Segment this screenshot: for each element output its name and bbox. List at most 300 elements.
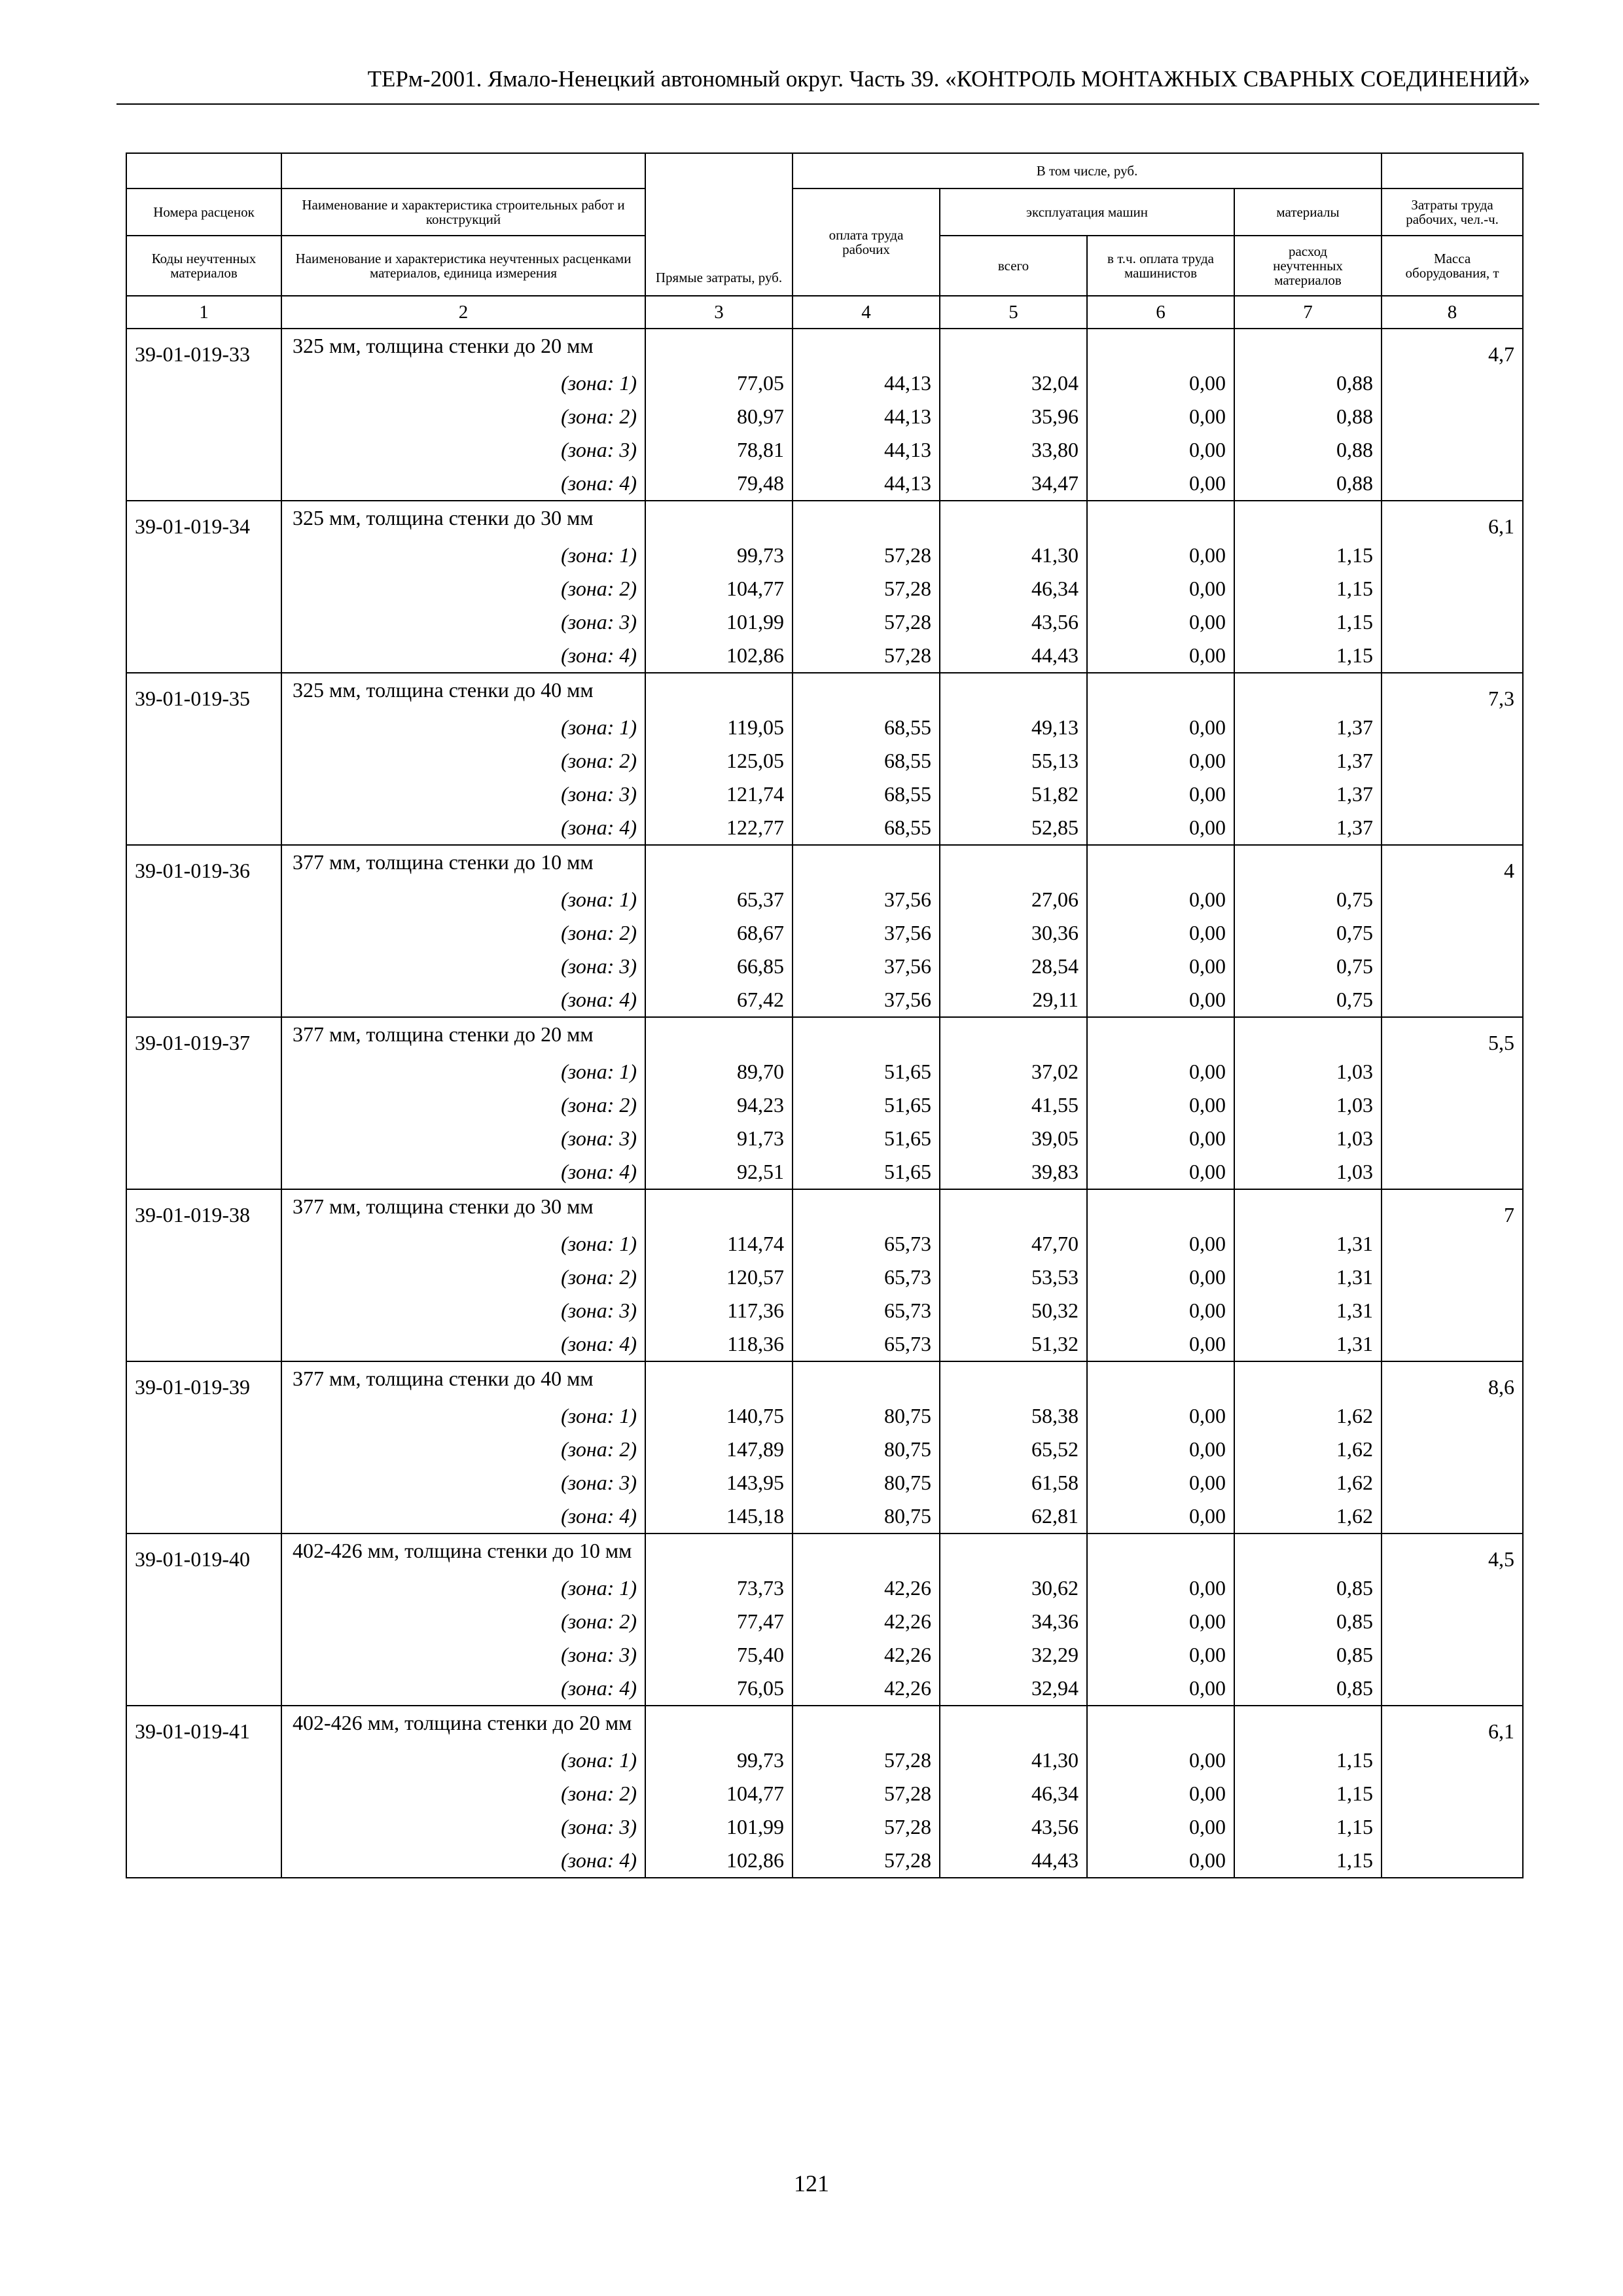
zone-value: 57,28 <box>793 605 940 639</box>
empty-cell <box>126 639 281 673</box>
empty-cell <box>126 1122 281 1155</box>
zone-row <box>126 1433 1523 1466</box>
empty-cell <box>1382 1466 1523 1499</box>
zone-value: 101,99 <box>645 1810 793 1844</box>
rate-title-row <box>126 845 1523 883</box>
zone-value: 34,47 <box>940 467 1087 501</box>
zone-label: (зона: 2) <box>281 572 645 605</box>
zone-value: 51,65 <box>793 1088 940 1122</box>
zone-value: 125,05 <box>645 744 793 778</box>
zone-value: 0,00 <box>1087 1122 1234 1155</box>
header-material-consumption: расход неучтенных материалов <box>1234 236 1382 296</box>
zone-value: 39,83 <box>940 1155 1087 1189</box>
zone-value: 0,00 <box>1087 539 1234 572</box>
empty-cell <box>1382 916 1523 950</box>
zone-label: (зона: 2) <box>281 1433 645 1466</box>
zone-label: (зона: 1) <box>281 1227 645 1261</box>
empty-cell <box>645 1189 793 1227</box>
rate-mass: 8,6 <box>1382 1361 1523 1399</box>
rates-table <box>126 152 1524 1878</box>
empty-cell <box>1234 329 1382 367</box>
empty-cell <box>126 1088 281 1122</box>
column-number: 8 <box>1382 296 1523 329</box>
header-equipment-mass: Масса оборудования, т <box>1382 236 1523 296</box>
zone-row <box>126 1499 1523 1534</box>
empty-cell <box>126 1744 281 1777</box>
column-number: 7 <box>1234 296 1382 329</box>
zone-value: 43,56 <box>940 1810 1087 1844</box>
empty-cell <box>645 1361 793 1399</box>
zone-row <box>126 1055 1523 1088</box>
zone-value: 44,43 <box>940 639 1087 673</box>
zone-value: 42,26 <box>793 1672 940 1706</box>
column-number: 4 <box>793 296 940 329</box>
rate-title: 402-426 мм, толщина стенки до 20 мм <box>281 1706 645 1744</box>
zone-value: 80,75 <box>793 1399 940 1433</box>
zone-value: 65,73 <box>793 1327 940 1361</box>
zone-row <box>126 1294 1523 1327</box>
header-spacer-1 <box>126 153 281 188</box>
zone-label: (зона: 1) <box>281 539 645 572</box>
zone-value: 0,75 <box>1234 950 1382 983</box>
zone-value: 1,03 <box>1234 1055 1382 1088</box>
empty-cell <box>126 778 281 811</box>
zone-value: 0,00 <box>1087 1399 1234 1433</box>
zone-value: 0,00 <box>1087 711 1234 744</box>
zone-value: 68,55 <box>793 811 940 845</box>
zone-label: (зона: 1) <box>281 1571 645 1605</box>
zone-value: 32,94 <box>940 1672 1087 1706</box>
zone-value: 1,37 <box>1234 711 1382 744</box>
zone-value: 65,73 <box>793 1227 940 1261</box>
empty-cell <box>1382 467 1523 501</box>
zone-row <box>126 1399 1523 1433</box>
zone-label: (зона: 3) <box>281 605 645 639</box>
zone-value: 80,75 <box>793 1466 940 1499</box>
zone-value: 65,52 <box>940 1433 1087 1466</box>
zone-value: 0,00 <box>1087 1499 1234 1534</box>
zone-value: 1,03 <box>1234 1155 1382 1189</box>
zone-label: (зона: 3) <box>281 1294 645 1327</box>
empty-cell <box>126 1227 281 1261</box>
zone-value: 65,73 <box>793 1294 940 1327</box>
column-number: 6 <box>1087 296 1234 329</box>
zone-value: 44,43 <box>940 1844 1087 1878</box>
zone-value: 0,85 <box>1234 1605 1382 1638</box>
empty-cell <box>1382 1055 1523 1088</box>
zone-value: 80,75 <box>793 1433 940 1466</box>
zone-row <box>126 778 1523 811</box>
zone-label: (зона: 2) <box>281 1605 645 1638</box>
zone-value: 0,00 <box>1087 1777 1234 1810</box>
empty-cell <box>126 1055 281 1088</box>
empty-cell <box>126 605 281 639</box>
rate-mass: 4,5 <box>1382 1534 1523 1571</box>
zone-label: (зона: 3) <box>281 1638 645 1672</box>
zone-value: 44,13 <box>793 400 940 433</box>
empty-cell <box>126 1672 281 1706</box>
empty-cell <box>126 1155 281 1189</box>
rate-group <box>126 1361 1523 1534</box>
header-materials: материалы <box>1234 188 1382 236</box>
zone-value: 41,55 <box>940 1088 1087 1122</box>
zone-label: (зона: 4) <box>281 811 645 845</box>
zone-value: 57,28 <box>793 572 940 605</box>
zone-value: 0,00 <box>1087 1155 1234 1189</box>
empty-cell <box>1382 1399 1523 1433</box>
zone-row <box>126 883 1523 916</box>
empty-cell <box>1382 1571 1523 1605</box>
zone-value: 104,77 <box>645 572 793 605</box>
rate-group <box>126 329 1523 501</box>
zone-row <box>126 639 1523 673</box>
zone-value: 37,56 <box>793 950 940 983</box>
empty-cell <box>1087 845 1234 883</box>
rate-code: 39-01-019-41 <box>126 1706 281 1744</box>
empty-cell <box>1234 501 1382 539</box>
zone-value: 145,18 <box>645 1499 793 1534</box>
zone-value: 44,13 <box>793 467 940 501</box>
empty-cell <box>1234 1706 1382 1744</box>
empty-cell <box>1382 433 1523 467</box>
header-labor-cost: Затраты труда рабочих, чел.-ч. <box>1382 188 1523 236</box>
zone-value: 0,00 <box>1087 1571 1234 1605</box>
rate-code: 39-01-019-35 <box>126 673 281 711</box>
empty-cell <box>1382 605 1523 639</box>
rate-group <box>126 1706 1523 1878</box>
rate-title: 325 мм, толщина стенки до 30 мм <box>281 501 645 539</box>
rate-title: 377 мм, толщина стенки до 10 мм <box>281 845 645 883</box>
rate-title: 377 мм, толщина стенки до 20 мм <box>281 1017 645 1055</box>
zone-value: 68,55 <box>793 744 940 778</box>
zone-value: 0,00 <box>1087 433 1234 467</box>
rate-title-row <box>126 1534 1523 1571</box>
empty-cell <box>1382 744 1523 778</box>
zone-value: 30,62 <box>940 1571 1087 1605</box>
empty-cell <box>1234 673 1382 711</box>
zone-value: 1,62 <box>1234 1433 1382 1466</box>
zone-value: 50,32 <box>940 1294 1087 1327</box>
rate-code: 39-01-019-40 <box>126 1534 281 1571</box>
header-direct-costs: Прямые затраты, руб. <box>645 153 793 296</box>
zone-row <box>126 1327 1523 1361</box>
empty-cell <box>126 539 281 572</box>
zone-value: 75,40 <box>645 1638 793 1672</box>
zone-value: 57,28 <box>793 1777 940 1810</box>
zone-row <box>126 711 1523 744</box>
empty-cell <box>793 1017 940 1055</box>
zone-row <box>126 1261 1523 1294</box>
zone-value: 0,00 <box>1087 572 1234 605</box>
zone-value: 0,85 <box>1234 1638 1382 1672</box>
zone-value: 57,28 <box>793 639 940 673</box>
rate-mass: 7,3 <box>1382 673 1523 711</box>
zone-row <box>126 1672 1523 1706</box>
empty-cell <box>1382 572 1523 605</box>
zone-row <box>126 1844 1523 1878</box>
zone-row <box>126 1777 1523 1810</box>
empty-cell <box>1382 639 1523 673</box>
zone-value: 73,73 <box>645 1571 793 1605</box>
zone-value: 37,56 <box>793 883 940 916</box>
zone-value: 1,15 <box>1234 1777 1382 1810</box>
rate-mass: 5,5 <box>1382 1017 1523 1055</box>
empty-cell <box>126 950 281 983</box>
zone-value: 57,28 <box>793 1844 940 1878</box>
empty-cell <box>1087 1189 1234 1227</box>
zone-value: 78,81 <box>645 433 793 467</box>
zone-row <box>126 1638 1523 1672</box>
empty-cell <box>126 983 281 1017</box>
zone-value: 57,28 <box>793 1744 940 1777</box>
empty-cell <box>645 1706 793 1744</box>
empty-cell <box>940 501 1087 539</box>
empty-cell <box>940 1017 1087 1055</box>
zone-value: 0,00 <box>1087 1672 1234 1706</box>
zone-value: 76,05 <box>645 1672 793 1706</box>
zone-row <box>126 1088 1523 1122</box>
zone-label: (зона: 4) <box>281 1844 645 1878</box>
empty-cell <box>1382 950 1523 983</box>
empty-cell <box>1087 673 1234 711</box>
zone-value: 79,48 <box>645 467 793 501</box>
zone-value: 0,00 <box>1087 883 1234 916</box>
zone-value: 77,47 <box>645 1605 793 1638</box>
rate-code: 39-01-019-34 <box>126 501 281 539</box>
empty-cell <box>1382 1499 1523 1534</box>
empty-cell <box>126 400 281 433</box>
zone-row <box>126 539 1523 572</box>
empty-cell <box>126 711 281 744</box>
zone-value: 55,13 <box>940 744 1087 778</box>
zone-value: 140,75 <box>645 1399 793 1433</box>
zone-label: (зона: 4) <box>281 639 645 673</box>
zone-value: 99,73 <box>645 539 793 572</box>
zone-label: (зона: 4) <box>281 1499 645 1534</box>
zone-value: 0,75 <box>1234 883 1382 916</box>
zone-value: 1,15 <box>1234 605 1382 639</box>
zone-value: 52,85 <box>940 811 1087 845</box>
zone-value: 68,55 <box>793 778 940 811</box>
zone-value: 53,53 <box>940 1261 1087 1294</box>
empty-cell <box>645 501 793 539</box>
empty-cell <box>126 916 281 950</box>
empty-cell <box>645 845 793 883</box>
page-number: 121 <box>794 2170 829 2197</box>
zone-value: 0,00 <box>1087 1638 1234 1672</box>
zone-value: 34,36 <box>940 1605 1087 1638</box>
zone-value: 46,34 <box>940 1777 1087 1810</box>
zone-label: (зона: 2) <box>281 1088 645 1122</box>
zone-value: 41,30 <box>940 1744 1087 1777</box>
header-machinist-pay: в т.ч. оплата труда машинистов <box>1087 236 1234 296</box>
rate-title: 325 мм, толщина стенки до 40 мм <box>281 673 645 711</box>
empty-cell <box>645 673 793 711</box>
empty-cell <box>793 1706 940 1744</box>
zone-value: 0,00 <box>1087 778 1234 811</box>
rate-group <box>126 1017 1523 1189</box>
zone-label: (зона: 1) <box>281 1055 645 1088</box>
empty-cell <box>126 367 281 400</box>
rate-title: 377 мм, толщина стенки до 30 мм <box>281 1189 645 1227</box>
empty-cell <box>1382 1122 1523 1155</box>
empty-cell <box>793 501 940 539</box>
zone-label: (зона: 4) <box>281 1327 645 1361</box>
empty-cell <box>1087 1361 1234 1399</box>
zone-value: 0,00 <box>1087 1294 1234 1327</box>
zone-value: 46,34 <box>940 572 1087 605</box>
zone-row <box>126 1744 1523 1777</box>
zone-value: 68,55 <box>793 711 940 744</box>
zone-value: 39,05 <box>940 1122 1087 1155</box>
zone-value: 67,42 <box>645 983 793 1017</box>
rate-title: 402-426 мм, толщина стенки до 10 мм <box>281 1534 645 1571</box>
zone-value: 1,31 <box>1234 1294 1382 1327</box>
zone-value: 1,15 <box>1234 572 1382 605</box>
zone-value: 0,00 <box>1087 1466 1234 1499</box>
empty-cell <box>1382 1155 1523 1189</box>
empty-cell <box>1234 1534 1382 1571</box>
zone-row <box>126 433 1523 467</box>
header-rate-numbers: Номера расценок <box>126 188 281 236</box>
empty-cell <box>126 1571 281 1605</box>
rate-title-row <box>126 673 1523 711</box>
rate-code: 39-01-019-38 <box>126 1189 281 1227</box>
empty-cell <box>1382 811 1523 845</box>
zone-row <box>126 467 1523 501</box>
zone-value: 0,00 <box>1087 367 1234 400</box>
rate-title-row <box>126 1189 1523 1227</box>
zone-value: 118,36 <box>645 1327 793 1361</box>
rate-group <box>126 501 1523 673</box>
zone-row <box>126 1155 1523 1189</box>
empty-cell <box>940 329 1087 367</box>
zone-row <box>126 1122 1523 1155</box>
zone-label: (зона: 1) <box>281 1744 645 1777</box>
zone-label: (зона: 3) <box>281 950 645 983</box>
zone-value: 91,73 <box>645 1122 793 1155</box>
zone-value: 89,70 <box>645 1055 793 1088</box>
zone-value: 0,85 <box>1234 1571 1382 1605</box>
zone-label: (зона: 2) <box>281 744 645 778</box>
zone-value: 101,99 <box>645 605 793 639</box>
column-number: 1 <box>126 296 281 329</box>
empty-cell <box>1382 1605 1523 1638</box>
empty-cell <box>793 1361 940 1399</box>
zone-value: 37,56 <box>793 916 940 950</box>
zone-row <box>126 572 1523 605</box>
rate-title-row <box>126 329 1523 367</box>
zone-value: 1,03 <box>1234 1088 1382 1122</box>
zone-label: (зона: 2) <box>281 400 645 433</box>
zone-value: 27,06 <box>940 883 1087 916</box>
empty-cell <box>645 1017 793 1055</box>
zone-value: 0,00 <box>1087 744 1234 778</box>
zone-label: (зона: 3) <box>281 1466 645 1499</box>
zone-value: 0,75 <box>1234 916 1382 950</box>
zone-label: (зона: 4) <box>281 1155 645 1189</box>
empty-cell <box>1382 778 1523 811</box>
zone-value: 0,88 <box>1234 467 1382 501</box>
empty-cell <box>126 572 281 605</box>
zone-value: 57,28 <box>793 539 940 572</box>
zone-label: (зона: 4) <box>281 1672 645 1706</box>
zone-value: 92,51 <box>645 1155 793 1189</box>
empty-cell <box>1382 1088 1523 1122</box>
zone-value: 1,31 <box>1234 1327 1382 1361</box>
header-spacer-8 <box>1382 153 1523 188</box>
rate-code: 39-01-019-39 <box>126 1361 281 1399</box>
rate-code: 39-01-019-36 <box>126 845 281 883</box>
empty-cell <box>126 883 281 916</box>
empty-cell <box>126 1399 281 1433</box>
zone-value: 61,58 <box>940 1466 1087 1499</box>
header-spacer-2 <box>281 153 645 188</box>
empty-cell <box>1234 1361 1382 1399</box>
zone-row <box>126 367 1523 400</box>
zone-value: 51,82 <box>940 778 1087 811</box>
empty-cell <box>1382 983 1523 1017</box>
zone-value: 41,30 <box>940 539 1087 572</box>
zone-row <box>126 983 1523 1017</box>
zone-value: 44,13 <box>793 433 940 467</box>
zone-value: 1,31 <box>1234 1261 1382 1294</box>
zone-label: (зона: 2) <box>281 1261 645 1294</box>
zone-row <box>126 744 1523 778</box>
zone-value: 0,88 <box>1234 367 1382 400</box>
zone-value: 0,00 <box>1087 1327 1234 1361</box>
empty-cell <box>126 1466 281 1499</box>
header-material-name: Наименование и характеристика неучтенных расценками материалов, единица измерения <box>281 236 645 296</box>
zone-value: 1,03 <box>1234 1122 1382 1155</box>
empty-cell <box>1382 1777 1523 1810</box>
header-machine-operation: эксплуатация машин <box>940 188 1234 236</box>
rate-title-row <box>126 1706 1523 1744</box>
empty-cell <box>1382 1744 1523 1777</box>
zone-value: 0,00 <box>1087 1810 1234 1844</box>
zone-label: (зона: 3) <box>281 1122 645 1155</box>
zone-row <box>126 1227 1523 1261</box>
zone-label: (зона: 3) <box>281 433 645 467</box>
empty-cell <box>126 1294 281 1327</box>
zone-value: 0,00 <box>1087 1261 1234 1294</box>
table-header <box>126 153 1523 329</box>
empty-cell <box>793 673 940 711</box>
zone-value: 1,37 <box>1234 744 1382 778</box>
rate-group <box>126 1534 1523 1706</box>
zone-value: 1,15 <box>1234 1810 1382 1844</box>
zone-value: 1,62 <box>1234 1466 1382 1499</box>
zone-value: 0,00 <box>1087 950 1234 983</box>
zone-value: 0,00 <box>1087 1227 1234 1261</box>
zone-value: 57,28 <box>793 1810 940 1844</box>
column-number: 5 <box>940 296 1087 329</box>
zone-value: 0,00 <box>1087 400 1234 433</box>
empty-cell <box>1087 501 1234 539</box>
zone-value: 51,65 <box>793 1055 940 1088</box>
empty-cell <box>126 1638 281 1672</box>
zone-value: 28,54 <box>940 950 1087 983</box>
zone-label: (зона: 3) <box>281 778 645 811</box>
rate-group <box>126 673 1523 845</box>
zone-value: 32,04 <box>940 367 1087 400</box>
empty-cell <box>1382 1294 1523 1327</box>
zone-value: 143,95 <box>645 1466 793 1499</box>
zone-value: 0,00 <box>1087 1055 1234 1088</box>
zone-value: 37,56 <box>793 983 940 1017</box>
zone-value: 0,00 <box>1087 639 1234 673</box>
empty-cell <box>1382 711 1523 744</box>
